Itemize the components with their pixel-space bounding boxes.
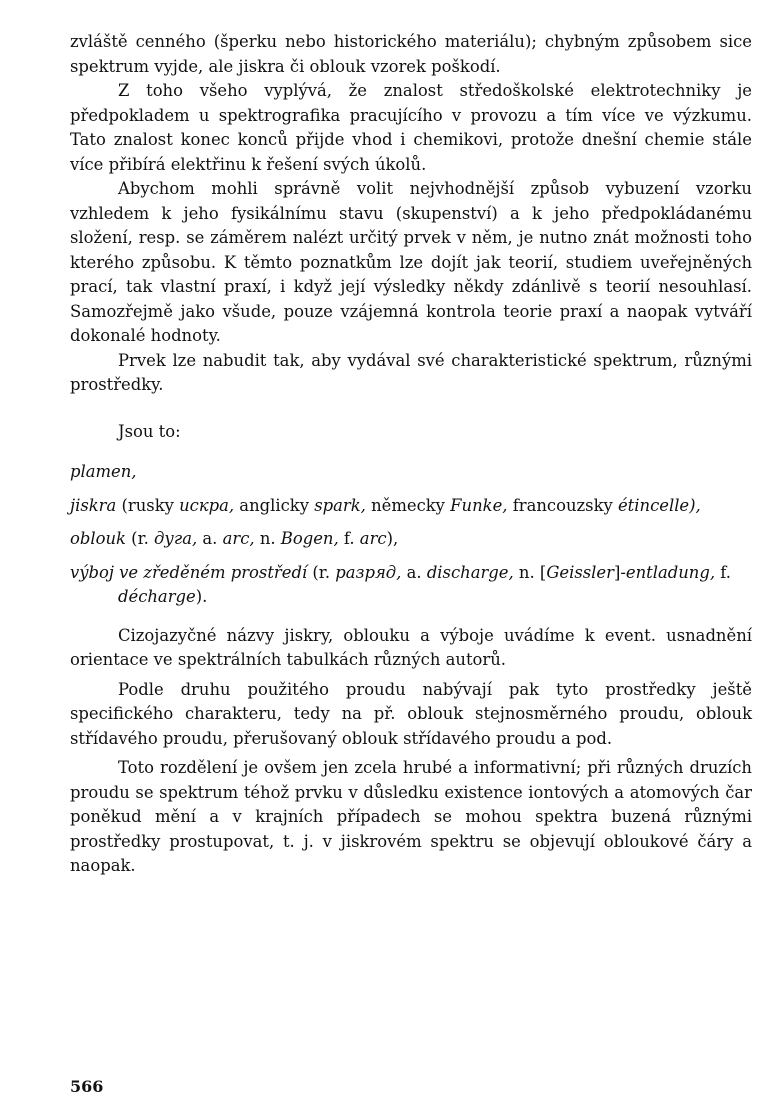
text: ), xyxy=(386,529,399,548)
paragraph-4: Prvek lze nabudit tak, aby vydával své charakteristické spektrum, různými prostředky. xyxy=(70,350,752,394)
text: ). xyxy=(195,587,208,606)
text: anglicky xyxy=(234,495,315,515)
list-item-jiskra xyxy=(70,494,752,519)
text: německy xyxy=(365,495,451,515)
term-russian: искра, xyxy=(179,495,235,515)
term-german: Geissler xyxy=(546,562,614,582)
paragraph-8: Toto rozdělení je ovšem jen zcela hrubé a informativní; při různých druzích proudu se spektrum téhož prvku v důsledku existence iontových a atomových čar poněkud mění a v krajních případech se mohou spektra buzená různými prostředky prostupovat, t. j. v jiskrovém spektru se objevují obloukové čáry a naopak. xyxy=(70,758,752,875)
text: n. [ xyxy=(513,562,547,582)
text: a. xyxy=(401,562,427,582)
term-french: étincelle), xyxy=(617,495,701,515)
text: francouzsky xyxy=(507,495,618,515)
text: n. xyxy=(254,529,281,548)
paragraph-6: Cizojazyčné názvy jiskry, oblouku a výboje uvádíme k event. usnadnění orientace ve spektrálních tabulkách různých autorů. xyxy=(70,625,752,669)
list-item-vyboj xyxy=(70,561,752,610)
term-english: discharge, xyxy=(426,562,514,582)
page-number: 566 xyxy=(70,1077,104,1096)
term-german: entladung, xyxy=(625,562,716,582)
term-russian: разряд, xyxy=(335,562,402,582)
text: (r. xyxy=(125,529,155,548)
term-russian: дуга, xyxy=(154,529,198,548)
term-french: arc xyxy=(359,529,387,548)
term-jiskra: jiskra xyxy=(70,495,117,515)
excitation-methods-list xyxy=(70,460,752,610)
paragraph-1: zvláště cenného (šperku nebo historického materiálu); chybným způsobem sice spektrum vyjde, ale jiskra či oblouk vzorek poškodí. xyxy=(70,32,752,76)
paragraph-7: Podle druhu použitého proudu nabývají pak tyto prostředky ještě specifického charakteru, tedy na př. oblouk stejnosměrného proudu, oblouk střídavého proudu, přerušovaný oblouk střídavého proudu a pod. xyxy=(70,679,752,748)
term-plamen: plamen, xyxy=(70,462,137,481)
term-german: Funke, xyxy=(450,495,508,515)
paragraph-2: Z toho všeho vyplývá, že znalost středoškolské elektrotechniky je předpokladem u spektrografika pracujícího v provozu a tím více ve výzkumu. Tato znalost konec konců přijde vhod i chemikovi, protože dnešní chemie stále více přibírá elektřinu k řešení svých úkolů. xyxy=(70,81,752,174)
term-vyboj: výboj ve zředěném prostředí xyxy=(70,562,308,582)
text: (rusky xyxy=(116,495,180,515)
list-item-plamen xyxy=(70,460,752,485)
term-oblouk: oblouk xyxy=(70,529,126,548)
text: a. xyxy=(197,529,223,548)
list-item-oblouk xyxy=(70,527,752,552)
text: f. xyxy=(338,529,360,548)
term-german: Bogen, xyxy=(280,529,339,548)
text: f. xyxy=(715,562,731,582)
list-intro: Jsou to: xyxy=(118,421,181,441)
text: ]- xyxy=(613,562,626,582)
text: (r. xyxy=(307,562,336,582)
term-english: spark, xyxy=(314,495,366,515)
paragraph-3: Abychom mohli správně volit nejvhodnější způsob vybuzení vzorku vzhledem k jeho fysikálnímu stavu (skupenství) a k jeho předpokládanému složení, resp. se záměrem nalézt určitý prvek v něm, je nutno znát možnosti toho kterého způsobu. K těmto poznatkům lze dojít jak teorií, studiem uveřejněných prací, tak vlastní praxí, i když její výsledky někdy zdánlivě s teorií nesouhlasí. Samozřejmě jako všude, pouze vzájemná kontrola teorie praxí a naopak vytváří dokonalé hodnoty. xyxy=(70,179,752,345)
term-english: arc, xyxy=(222,529,255,548)
body-text xyxy=(70,30,752,879)
term-french: décharge xyxy=(118,587,196,606)
